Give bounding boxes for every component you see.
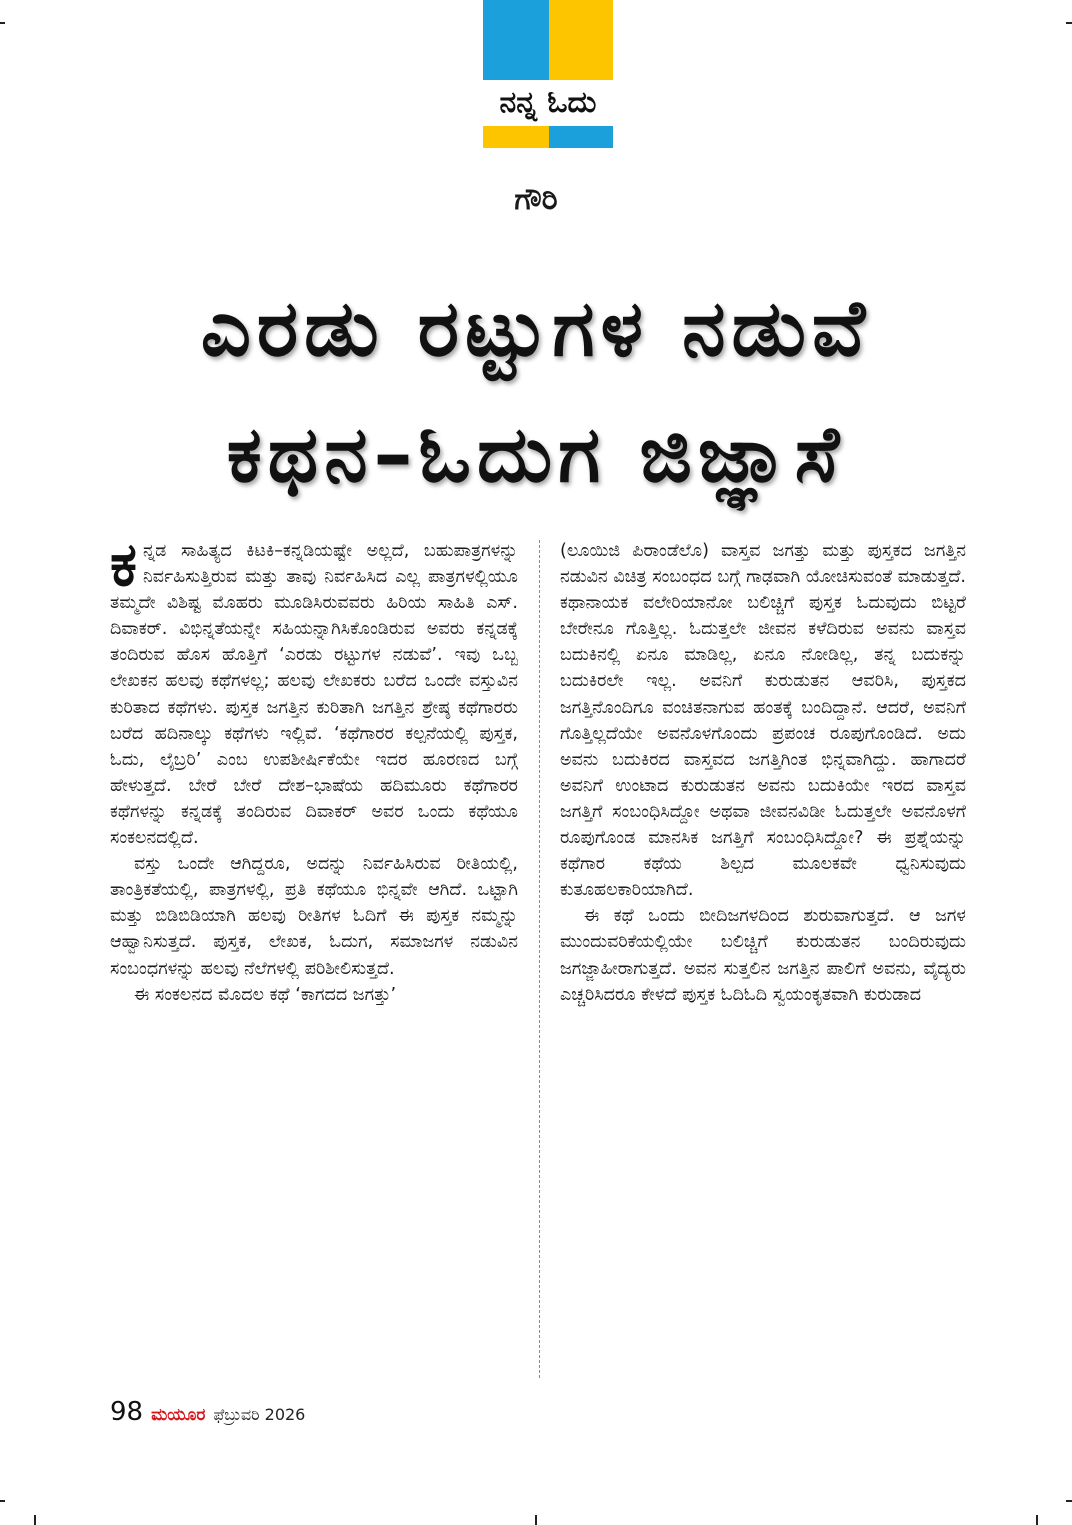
page-footer bbox=[110, 1397, 305, 1429]
logo-blue-strip bbox=[549, 126, 613, 148]
paragraph: ಈ ಕಥೆ ಒಂದು ಬೀದಿಜಗಳದಿಂದ ಶುರುವಾಗುತ್ತದೆ. ಆ ಜಗಳ ಮುಂದುವರಿಕೆಯಲ್ಲಿಯೇ ಬಲಿಚ್ಚಿಗೆ ಕುರುಡುತನ ಬಂದಿರುವುದು ಜಗಜ್ಜಾಹೀರಾಗುತ್ತದೆ. ಅವನ ಸುತ್ತಲಿನ ಜಗತ್ತಿನ ಪಾಲಿಗೆ ಅವನು, ವೈದ್ಯರು ಎಚ್ಚರಿಸಿದರೂ ಕೇಳದೆ ಪುಸ್ತಕ ಓದಿಓದಿ ಸ್ವಯಂಕೃತವಾಗಿ ಕುರುಡಾದ bbox=[560, 906, 966, 1005]
crop-mark-bottom-left bbox=[0, 1500, 5, 1502]
paragraph: (ಲೂಯಿಜಿ ಪಿರಾಂಡೆಲೊ) ವಾಸ್ತವ ಜಗತ್ತು ಮತ್ತು ಪುಸ್ತಕದ ಜಗತ್ತಿನ ನಡುವಿನ ವಿಚಿತ್ರ ಸಂಬಂಧದ ಬಗ್ಗೆ ಗಾಢವಾಗಿ ಯೋಚಿಸುವಂತೆ ಮಾಡುತ್ತದೆ. ಕಥಾನಾಯಕ ವಲೇರಿಯಾನೋ ಬಲಿಚ್ಚಿಗೆ ಪುಸ್ತಕ ಓದುವುದು ಬಿಟ್ಟರೆ ಬೇರೇನೂ ಗೊತ್ತಿಲ್ಲ. ಓದುತ್ತಲೇ ಜೀವನ ಕಳೆದಿರುವ ಅವನು ವಾಸ್ತವ ಬದುಕಿನಲ್ಲಿ ಏನೂ ಮಾಡಿಲ್ಲ, ಏನೂ ನೋಡಿಲ್ಲ, ತನ್ನ ಬದುಕನ್ನು ಬದುಕಿರಲೇ ಇಲ್ಲ. ಅವನಿಗೆ ಕುರುಡುತನ ಆವರಿಸಿ, ಪುಸ್ತಕದ ಜಗತ್ತಿನೊಂದಿಗೂ ವಂಚಿತನಾಗುವ ಹಂತಕ್ಕೆ ಬಂದಿದ್ದಾನೆ. ಆದರೆ, ಅವನಿಗೆ ಗೊತ್ತಿಲ್ಲದೆಯೇ ಅವನೊಳಗೊಂದು ಪ್ರಪಂಚ ರೂಪುಗೊಂಡಿದೆ. ಅದು ಅವನು ಬದುಕಿರದ ವಾಸ್ತವದ ಜಗತ್ತಿಗಿಂತ ಭಿನ್ನವಾಗಿದ್ದು. ಹಾಗಾದರೆ ಅವನಿಗೆ ಉಂಟಾದ ಕುರುಡುತನ ಅವನು ಬದುಕಿಯೇ ಇರದ ವಾಸ್ತವ ಜಗತ್ತಿಗೆ ಸಂಬಂಧಿಸಿದ್ದೋ ಅಥವಾ ಜೀವನವಿಡೀ ಓದುತ್ತಲೇ ಅವನೊಳಗೆ ರೂಪುಗೊಂಡ ಮಾನಸಿಕ ಜಗತ್ತಿಗೆ ಸಂಬಂಧಿಸಿದ್ದೋ? ಈ ಪ್ರಶ್ನೆಯನ್ನು ಕಥೆಗಾರ ಕಥೆಯ ಶಿಲ್ಪದ ಮೂಲಕವೇ ಧ್ವನಿಸುವುದು ಕುತೂಹಲಕಾರಿಯಾಗಿದೆ. bbox=[560, 541, 966, 901]
paragraph bbox=[110, 530, 518, 851]
paragraph: ಈ ಸಂಕಲನದ ಮೊದಲ ಕಥೆ ‘ಕಾಗದದ ಜಗತ್ತು’ bbox=[134, 984, 397, 1005]
section-logo-text: ನನ್ನ ಓದು bbox=[499, 85, 597, 120]
issue-date: ಫೆಬ್ರುವರಿ 2026 bbox=[213, 1405, 306, 1424]
crop-mark-top-right bbox=[1066, 22, 1072, 24]
drop-cap: ಕ bbox=[110, 530, 137, 600]
headline-line-2: ಕಥನ–ಓದುಗ ಜಿಜ್ಞಾಸೆ bbox=[226, 410, 846, 500]
page-number: 98 bbox=[110, 1397, 144, 1427]
crop-mark-bottom-center bbox=[535, 1515, 537, 1525]
magazine-logo: ಮಯೂರ bbox=[151, 1405, 206, 1425]
crop-mark-bottom-center-right bbox=[1036, 1515, 1038, 1525]
paragraph: ವಸ್ತು ಒಂದೇ ಆಗಿದ್ದರೂ, ಅದನ್ನು ನಿರ್ವಹಿಸಿರುವ ರೀತಿಯಲ್ಲಿ, ತಾಂತ್ರಿಕತೆಯಲ್ಲಿ, ಪಾತ್ರಗಳಲ್ಲಿ, ಪ್ರತಿ ಕಥೆಯೂ ಭಿನ್ನವೇ ಆಗಿದೆ. ಒಟ್ಟಾಗಿ ಮತ್ತು ಬಿಡಿಬಿಡಿಯಾಗಿ ಹಲವು ರೀತಿಗಳ ಓದಿಗೆ ಈ ಪುಸ್ತಕ ನಮ್ಮನ್ನು ಆಹ್ವಾನಿಸುತ್ತದೆ. ಪುಸ್ತಕ, ಲೇಖಕ, ಓದುಗ, ಸಮಾಜಗಳ ನಡುವಿನ ಸಂಬಂಧಗಳನ್ನು ಹಲವು ನೆಲೆಗಳಲ್ಲಿ ಪರಿಶೀಲಿಸುತ್ತದೆ. bbox=[110, 854, 518, 979]
column-divider bbox=[539, 540, 540, 1378]
section-logo bbox=[483, 0, 613, 148]
logo-yellow-strip bbox=[483, 126, 549, 148]
article-column-right bbox=[560, 538, 966, 1008]
logo-blue-block bbox=[483, 0, 549, 80]
logo-yellow-block bbox=[549, 0, 613, 80]
crop-mark-top-left bbox=[0, 22, 5, 24]
author-name: ಗೌರಿ bbox=[514, 182, 558, 217]
paragraph-text: ನ್ನಡ ಸಾಹಿತ್ಯದ ಕಿಟಕಿ–ಕನ್ನಡಿಯಷ್ಟೇ ಅಲ್ಲದೆ, ಬಹುಪಾತ್ರಗಳನ್ನು ನಿರ್ವಹಿಸುತ್ತಿರುವ ಮತ್ತು ತಾವು ನಿರ್ವಹಿಸಿದ ಎಲ್ಲ ಪಾತ್ರಗಳಲ್ಲಿಯೂ ತಮ್ಮದೇ ವಿಶಿಷ್ಟ ಮೊಹರು ಮೂಡಿಸಿರುವವರು ಹಿರಿಯ ಸಾಹಿತಿ ಎಸ್. ದಿವಾಕರ್. ವಿಭಿನ್ನತೆಯನ್ನೇ ಸಹಿಯನ್ನಾಗಿಸಿಕೊಂಡಿರುವ ಅವರು ಕನ್ನಡಕ್ಕೆ ತಂದಿರುವ ಹೊಸ ಹೊತ್ತಿಗೆ ‘ಎರಡು ರಟ್ಟುಗಳ ನಡುವೆ’. ಇವು ಒಬ್ಬ ಲೇಖಕನ ಹಲವು ಕಥೆಗಳಲ್ಲ; ಹಲವು ಲೇಖಕರು ಬರೆದ ಒಂದೇ ವಸ್ತುವಿನ ಕುರಿತಾದ ಕಥೆಗಳು. ಪುಸ್ತಕ ಜಗತ್ತಿನ ಕುರಿತಾಗಿ ಜಗತ್ತಿನ ಶ್ರೇಷ್ಠ ಕಥೆಗಾರರು ಬರೆದ ಹದಿನಾಲ್ಕು ಕಥೆಗಳು ಇಲ್ಲಿವೆ. ‘ಕಥೆಗಾರರ ಕಲ್ಪನೆಯಲ್ಲಿ ಪುಸ್ತಕ, ಓದು, ಲೈಬ್ರರಿ’ ಎಂಬ ಉಪಶೀರ್ಷಿಕೆಯೇ ಇದರ ಹೂರಣದ ಬಗ್ಗೆ ಹೇಳುತ್ತದೆ. ಬೇರೆ ಬೇರೆ ದೇಶ–ಭಾಷೆಯ ಹದಿಮೂರು ಕಥೆಗಾರರ ಕಥೆಗಳನ್ನು ಕನ್ನಡಕ್ಕೆ ತಂದಿರುವ ದಿವಾಕರ್ ಅವರ ಒಂದು ಕಥೆಯೂ ಸಂಕಲನದಲ್ಲಿದೆ. bbox=[110, 541, 518, 849]
headline-line-1: ಎರಡು ರಟ್ಟುಗಳ ನಡುವೆ bbox=[200, 284, 872, 374]
article-column-left bbox=[110, 530, 518, 1008]
crop-mark-bottom-center-left bbox=[34, 1515, 36, 1525]
crop-mark-bottom-right bbox=[1066, 1500, 1072, 1502]
